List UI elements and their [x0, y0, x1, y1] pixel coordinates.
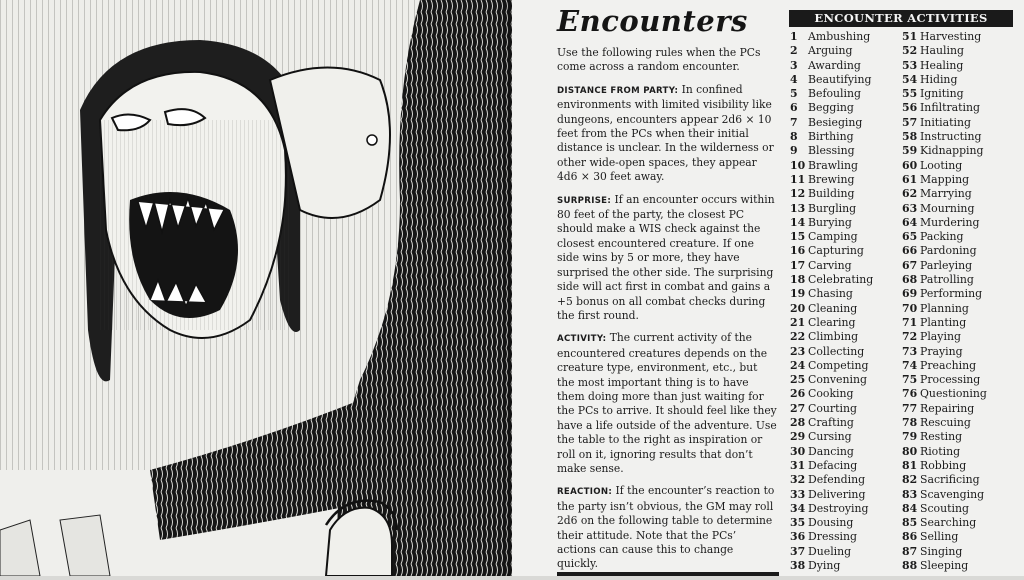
activity-name: Healing	[920, 58, 964, 72]
activity-number: 61	[902, 172, 918, 186]
activity-number: 11	[790, 172, 806, 186]
activity-row	[790, 445, 873, 459]
activity-number: 21	[790, 315, 806, 329]
activity-number: 52	[902, 44, 918, 58]
activity-name: Sleeping	[920, 558, 969, 572]
activity-row	[790, 359, 873, 373]
activity-number: 55	[902, 87, 918, 101]
activity-row	[902, 530, 987, 544]
activity-row	[790, 287, 873, 301]
activity-number: 57	[902, 115, 918, 129]
activity-row	[902, 330, 987, 344]
activity-name: Crafting	[808, 416, 854, 430]
activity-row	[790, 387, 873, 401]
activity-row	[902, 488, 987, 502]
activity-name: Building	[808, 187, 855, 201]
activity-row	[902, 173, 987, 187]
activity-name: Defending	[808, 473, 866, 487]
activity-name: Dueling	[808, 544, 852, 558]
activity-number: 85	[902, 516, 918, 530]
activity-number: 24	[790, 358, 806, 372]
activity-row	[790, 430, 873, 444]
activity-row	[902, 516, 987, 530]
activity-row	[790, 187, 873, 201]
activity-number: 35	[790, 516, 806, 530]
activity-row	[790, 202, 873, 216]
rule-text: The current activity of the encountered creatures depends on the creature type, environment, etc., but the most important thing is to have them doing more than just waiting for the PCs to arrive. It should feel like they have a life outside of the adventure. Use the table to the right as inspiration or roll on it, ignoring results that don’t make sense.	[557, 331, 777, 475]
activity-row	[790, 373, 873, 387]
activity-number: 32	[790, 473, 806, 487]
activity-name: Dancing	[808, 444, 854, 458]
activity-name: Besieging	[808, 115, 863, 129]
activity-table-header: ENCOUNTER ACTIVITIES	[789, 10, 1013, 27]
activity-row	[790, 345, 873, 359]
rule-surprise	[557, 193, 777, 324]
activity-row	[902, 387, 987, 401]
activity-row	[790, 473, 873, 487]
activity-name: Clearing	[808, 315, 856, 329]
activity-name: Repairing	[920, 401, 975, 415]
activity-number: 37	[790, 544, 806, 558]
activity-name: Playing	[920, 330, 961, 344]
activity-number: 29	[790, 430, 806, 444]
activity-name: Questioning	[920, 387, 987, 401]
activity-row	[902, 416, 987, 430]
activity-number: 26	[790, 387, 806, 401]
activity-number: 23	[790, 344, 806, 358]
activity-name: Collecting	[808, 344, 865, 358]
activity-row	[790, 459, 873, 473]
ghoul-illustration	[0, 0, 512, 576]
activity-name: Preaching	[920, 358, 977, 372]
activity-name: Kidnapping	[920, 144, 984, 158]
activity-row	[902, 144, 987, 158]
activity-number: 76	[902, 387, 918, 401]
activity-row	[790, 159, 873, 173]
activity-name: Igniting	[920, 87, 964, 101]
activity-number: 73	[902, 344, 918, 358]
activity-name: Scouting	[920, 501, 969, 515]
page-title: Encounters	[557, 4, 748, 38]
activity-row	[790, 73, 873, 87]
activity-number: 56	[902, 101, 918, 115]
activity-number: 69	[902, 287, 918, 301]
activity-number: 3	[790, 58, 798, 72]
activity-row	[790, 559, 873, 573]
activity-row	[902, 287, 987, 301]
activity-number: 80	[902, 444, 918, 458]
activity-number: 84	[902, 501, 918, 515]
activity-name: Carving	[808, 258, 852, 272]
activity-name: Brawling	[808, 158, 858, 172]
activity-number: 88	[902, 558, 918, 572]
activity-name: Infiltrating	[920, 101, 980, 115]
activity-name: Awarding	[808, 58, 861, 72]
left-page-illustration	[0, 0, 512, 576]
activity-row	[902, 59, 987, 73]
activity-name: Sacrificing	[920, 473, 980, 487]
activity-number: 16	[790, 244, 806, 258]
rule-label: DISTANCE FROM PARTY:	[557, 85, 679, 96]
activity-row	[902, 259, 987, 273]
activity-row	[902, 345, 987, 359]
activity-number: 8	[790, 130, 798, 144]
activity-number: 30	[790, 444, 806, 458]
activity-number: 13	[790, 201, 806, 215]
activity-name: Burying	[808, 215, 852, 229]
activity-row	[790, 30, 873, 44]
activity-row	[790, 273, 873, 287]
rules-text-column	[557, 46, 777, 580]
rule-activity	[557, 331, 777, 476]
activity-row	[790, 173, 873, 187]
activity-name: Beautifying	[808, 72, 872, 86]
activity-row	[902, 73, 987, 87]
activity-row	[790, 87, 873, 101]
activity-number: 86	[902, 530, 918, 544]
activity-number: 82	[902, 473, 918, 487]
activity-name: Blessing	[808, 144, 855, 158]
activity-number: 77	[902, 401, 918, 415]
activity-row	[790, 130, 873, 144]
intro-paragraph: Use the following rules when the PCs come across a random encounter.	[557, 46, 761, 74]
activity-row	[790, 216, 873, 230]
activity-number: 67	[902, 258, 918, 272]
activity-row	[902, 559, 987, 573]
activity-number: 12	[790, 187, 806, 201]
activity-row	[790, 144, 873, 158]
activity-row	[902, 502, 987, 516]
activity-number: 74	[902, 358, 918, 372]
activity-number: 83	[902, 487, 918, 501]
activity-name: Ambushing	[808, 30, 871, 43]
rule-text: In confined environments with limited visibility like dungeons, encounters appear 2d6 × 10 feet from the PCs when their initial distance is unclear. In the wilderness or other wide-open spaces, they appear 4d6 × 30 feet away.	[557, 82, 774, 184]
activity-row	[790, 516, 873, 530]
activity-name: Cursing	[808, 430, 852, 444]
activity-column-left	[790, 30, 873, 573]
activity-row	[790, 101, 873, 115]
activity-name: Birthing	[808, 130, 854, 144]
activity-name: Celebrating	[808, 273, 874, 287]
rule-label: SURPRISE:	[557, 195, 612, 206]
activity-row	[790, 488, 873, 502]
activity-number: 34	[790, 501, 806, 515]
activity-name: Delivering	[808, 487, 866, 501]
activity-number: 17	[790, 258, 806, 272]
activity-row	[902, 230, 987, 244]
activity-number: 19	[790, 287, 806, 301]
activity-name: Pardoning	[920, 244, 977, 258]
activity-name: Murdering	[920, 215, 980, 229]
activity-name: Burgling	[808, 201, 857, 215]
activity-number: 5	[790, 87, 798, 101]
activity-number: 71	[902, 315, 918, 329]
activity-number: 58	[902, 130, 918, 144]
activity-number: 62	[902, 187, 918, 201]
activity-name: Capturing	[808, 244, 864, 258]
activity-number: 10	[790, 158, 806, 172]
activity-number: 70	[902, 301, 918, 315]
activity-number: 68	[902, 273, 918, 287]
activity-row	[902, 302, 987, 316]
activity-name: Scavenging	[920, 487, 985, 501]
activity-number: 72	[902, 330, 918, 344]
activity-name: Dousing	[808, 516, 854, 530]
rule-label: ACTIVITY:	[557, 334, 607, 345]
activity-row	[790, 230, 873, 244]
activity-row	[902, 402, 987, 416]
activity-number: 87	[902, 544, 918, 558]
activity-row	[902, 244, 987, 258]
activity-name: Hiding	[920, 72, 958, 86]
activity-number: 54	[902, 72, 918, 86]
activity-number: 36	[790, 530, 806, 544]
activity-number: 59	[902, 144, 918, 158]
activity-number: 53	[902, 58, 918, 72]
activity-row	[902, 159, 987, 173]
activity-name: Rioting	[920, 444, 961, 458]
activity-number: 65	[902, 230, 918, 244]
activity-row	[902, 373, 987, 387]
activity-name: Courting	[808, 401, 857, 415]
activity-number: 27	[790, 401, 806, 415]
activity-number: 60	[902, 158, 918, 172]
activity-name: Brewing	[808, 172, 855, 186]
activity-name: Planning	[920, 301, 969, 315]
activity-number: 78	[902, 416, 918, 430]
activity-row	[790, 116, 873, 130]
activity-row	[902, 202, 987, 216]
activity-row	[902, 316, 987, 330]
activity-row	[790, 259, 873, 273]
rule-text: If an encounter occurs within 80 feet of the party, the closest PC should make a WIS check against the closest encountered creature. If one side wins by 5 or more, they have surprised the other side. The surprising side will act first in combat and gains a +5 bonus on all combat checks during the first round.	[557, 192, 775, 322]
activity-name: Planting	[920, 315, 967, 329]
activity-number: 22	[790, 330, 806, 344]
activity-name: Patrolling	[920, 273, 974, 287]
activity-name: Parleying	[920, 258, 973, 272]
activity-number: 18	[790, 273, 806, 287]
activity-row	[790, 416, 873, 430]
activity-number: 38	[790, 558, 806, 572]
activity-name: Climbing	[808, 330, 859, 344]
activity-number: 81	[902, 458, 918, 472]
activity-row	[902, 545, 987, 559]
activity-row	[790, 59, 873, 73]
activity-row	[902, 130, 987, 144]
activity-name: Dying	[808, 558, 841, 572]
activity-name: Instructing	[920, 130, 982, 144]
activity-number: 15	[790, 230, 806, 244]
activity-column-right	[902, 30, 987, 573]
activity-row	[790, 316, 873, 330]
rule-label: REACTION:	[557, 487, 613, 498]
activity-name: Competing	[808, 358, 869, 372]
activity-number: 7	[790, 115, 798, 129]
activity-name: Camping	[808, 230, 858, 244]
activity-name: Cleaning	[808, 301, 858, 315]
activity-row	[902, 116, 987, 130]
activity-name: Rescuing	[920, 416, 971, 430]
activity-number: 28	[790, 416, 806, 430]
activity-number: 33	[790, 487, 806, 501]
activity-number: 64	[902, 215, 918, 229]
activity-name: Initiating	[920, 115, 971, 129]
activity-name: Destroying	[808, 501, 869, 515]
activity-number: 51	[902, 30, 918, 43]
activity-name: Hauling	[920, 44, 964, 58]
activity-number: 2	[790, 44, 798, 58]
activity-name: Mourning	[920, 201, 975, 215]
activity-name: Begging	[808, 101, 854, 115]
activity-number: 25	[790, 373, 806, 387]
activity-number: 66	[902, 244, 918, 258]
reaction-table-header-edge	[557, 572, 779, 576]
activity-name: Defacing	[808, 458, 858, 472]
activity-name: Marrying	[920, 187, 972, 201]
activity-row	[902, 101, 987, 115]
activity-row	[790, 330, 873, 344]
activity-number: 20	[790, 301, 806, 315]
activity-number: 79	[902, 430, 918, 444]
activity-name: Packing	[920, 230, 964, 244]
activity-name: Searching	[920, 516, 977, 530]
activity-name: Befouling	[808, 87, 862, 101]
activity-name: Chasing	[808, 287, 853, 301]
activity-name: Singing	[920, 544, 963, 558]
activity-row	[902, 359, 987, 373]
rule-text: If the encounter’s reaction to the party isn’t obvious, the GM may roll 2d6 on the following table to determine their attitude. Note that the PCs’ actions can cause this to change quickly.	[557, 484, 775, 571]
activity-row	[790, 302, 873, 316]
activity-name: Robbing	[920, 458, 967, 472]
activity-row	[902, 30, 987, 44]
activity-row	[790, 44, 873, 58]
activity-number: 75	[902, 373, 918, 387]
activity-row	[790, 530, 873, 544]
activity-name: Processing	[920, 373, 981, 387]
activity-name: Dressing	[808, 530, 858, 544]
activity-row	[902, 445, 987, 459]
activity-row	[902, 473, 987, 487]
activity-name: Arguing	[808, 44, 853, 58]
activity-number: 31	[790, 458, 806, 472]
activity-name: Mapping	[920, 172, 970, 186]
activity-row	[902, 430, 987, 444]
activity-row	[902, 187, 987, 201]
activity-name: Cooking	[808, 387, 854, 401]
activity-row	[902, 216, 987, 230]
activity-name: Convening	[808, 373, 867, 387]
activity-number: 14	[790, 215, 806, 229]
activity-name: Selling	[920, 530, 959, 544]
activity-name: Resting	[920, 430, 963, 444]
activity-name: Harvesting	[920, 30, 982, 43]
activity-row	[790, 244, 873, 258]
activity-number: 1	[790, 30, 798, 43]
activity-row	[902, 44, 987, 58]
activity-name: Praying	[920, 344, 963, 358]
activity-number: 6	[790, 101, 798, 115]
activity-row	[790, 402, 873, 416]
activity-row	[902, 87, 987, 101]
activity-number: 4	[790, 72, 798, 86]
activity-name: Looting	[920, 158, 963, 172]
activity-row	[902, 273, 987, 287]
activity-row	[790, 502, 873, 516]
activity-row	[790, 545, 873, 559]
rule-reaction	[557, 484, 777, 571]
activity-name: Performing	[920, 287, 983, 301]
activity-number: 63	[902, 201, 918, 215]
activity-number: 9	[790, 144, 798, 158]
activity-row	[902, 459, 987, 473]
rule-distance	[557, 83, 777, 185]
